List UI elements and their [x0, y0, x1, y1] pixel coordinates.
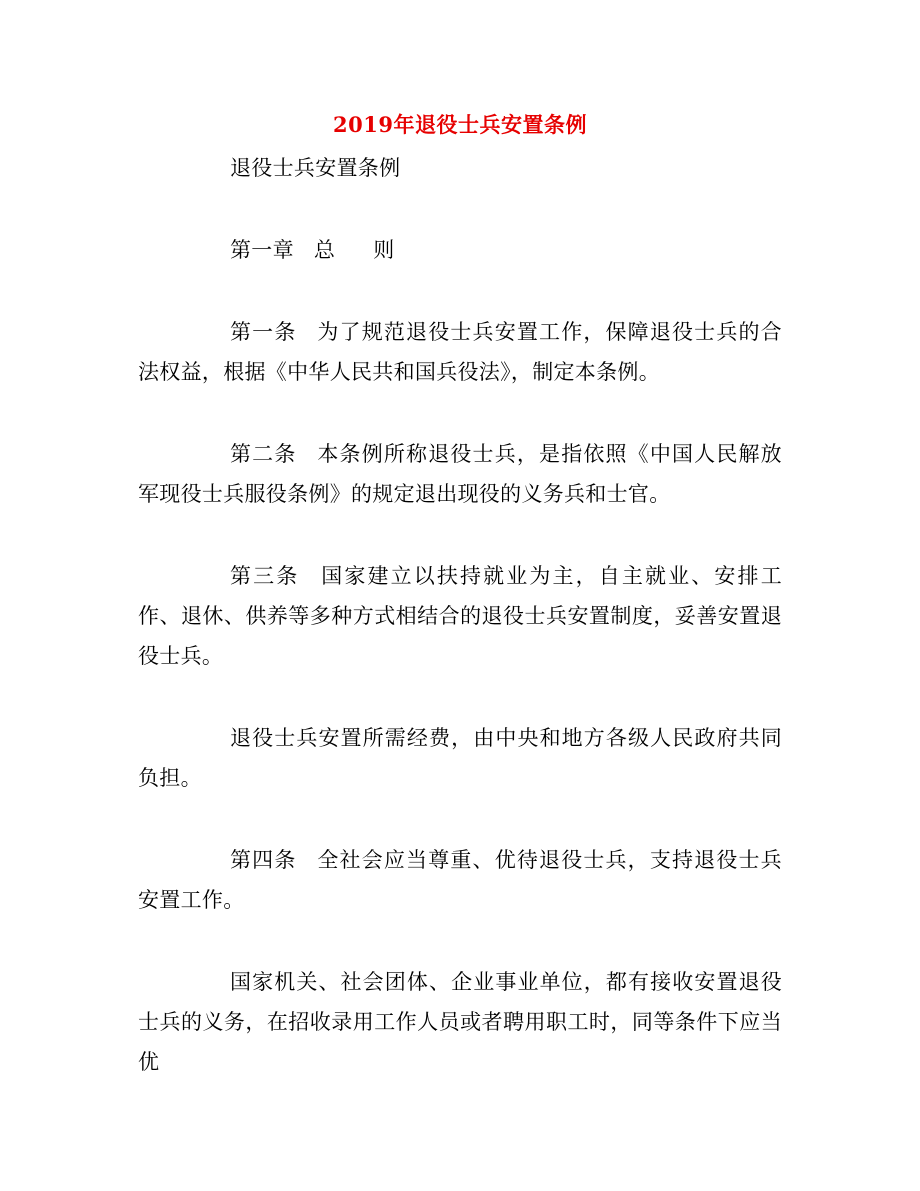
paragraph-text: 退役士兵安置所需经费，由中央和地方各级人民政府共同负担。	[138, 726, 782, 790]
article-label: 第二条	[230, 442, 297, 466]
article-text: 国家建立以扶持就业为主，自主就业、安排工作、退休、供养等多种方式相结合的退役士兵安置制度，妥善安置退役士兵。	[138, 564, 782, 668]
article-label: 第一条	[230, 320, 297, 344]
chapter-title-part1: 总	[313, 238, 336, 262]
article-1	[138, 312, 782, 392]
article-3	[138, 556, 782, 676]
article-2	[138, 434, 782, 514]
paragraph-obligation	[138, 962, 782, 1082]
chapter-label: 第一章	[230, 238, 294, 262]
paragraph-text: 国家机关、社会团体、企业事业单位，都有接收安置退役士兵的义务，在招收录用工作人员或者聘用职工时，同等条件下应当优	[138, 970, 782, 1074]
chapter-title-part2: 则	[373, 238, 395, 262]
chapter-heading	[138, 230, 782, 270]
document-title: 2019年退役士兵安置条例	[333, 112, 587, 137]
paragraph-funding	[138, 718, 782, 798]
article-label: 第三条	[230, 564, 300, 588]
article-text: 为了规范退役士兵安置工作，保障退役士兵的合法权益，根据《中华人民共和国兵役法》，制定本条例。	[138, 320, 782, 384]
article-text: 全社会应当尊重、优待退役士兵，支持退役士兵安置工作。	[138, 848, 782, 912]
paragraph-text: 退役士兵安置条例	[230, 156, 401, 180]
article-4	[138, 840, 782, 920]
paragraph-subtitle	[138, 148, 782, 188]
article-text: 本条例所称退役士兵，是指依照《中国人民解放军现役士兵服役条例》的规定退出现役的义务兵和士官。	[138, 442, 782, 506]
article-label: 第四条	[230, 848, 297, 872]
